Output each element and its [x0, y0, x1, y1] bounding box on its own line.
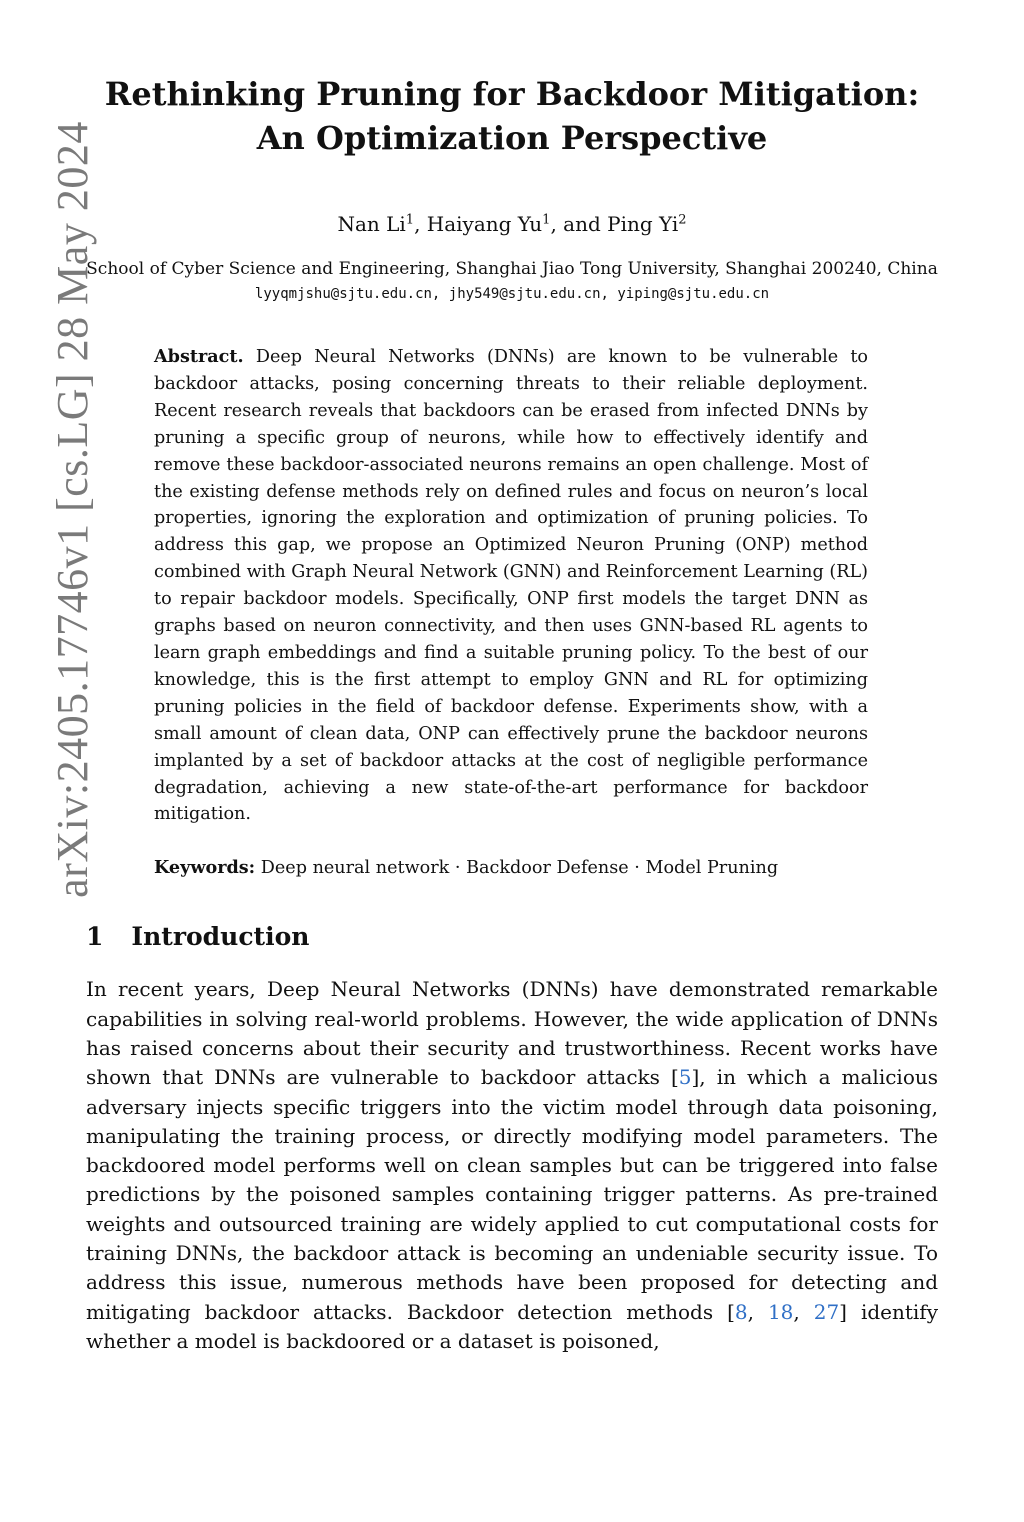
keywords-label: Keywords:	[154, 857, 256, 879]
author-separator: , and	[550, 212, 608, 236]
author-name: Ping Yi	[607, 212, 679, 236]
abstract-text: Deep Neural Networks (DNNs) are known to be vulnerable to backdoor attacks, posing concerning threats to their reliable deployment. Recent research reveals that backdoors can be erased from infected DNNs by pruning a specific group of neurons, while how to effectively identify and remove these backdoor-associated neurons remains an open challenge. Most of the existing defense methods rely on defined rules and focus on neuron’s local properties, ignoring the exploration and optimization of pruning policies. To address this gap, we propose an Optimized Neuron Pruning (ONP) method combined with Graph Neural Network (GNN) and Reinforcement Learning (RL) to repair backdoor models. Specifically, ONP first models the target DNN as graphs based on neuron connectivity, and then uses GNN-based RL agents to learn graph embeddings and find a suitable pruning policy. To the best of our knowledge, this is the first attempt to employ GNN and RL for optimizing pruning policies in the field of backdoor defense. Experiments show, with a small amount of clean data, ONP can effectively prune the backdoor neurons implanted by a set of backdoor attacks at the cost of negligible performance degradation, achieving a new state-of-the-art performance for backdoor mitigation.	[154, 347, 869, 825]
paper-page	[86, 72, 938, 1356]
author-separator: ,	[414, 212, 427, 236]
keywords	[154, 854, 868, 882]
citation-link[interactable]: 5	[678, 1065, 692, 1090]
citation-separator: ,	[793, 1299, 814, 1324]
author-affiliation-mark: 2	[678, 212, 687, 228]
abstract-label: Abstract.	[154, 346, 244, 367]
paper-title: Rethinking Pruning for Backdoor Mitigation: An Optimization Perspective	[104, 75, 920, 157]
author-affiliation-mark: 1	[542, 212, 551, 228]
intro-text: In recent years, Deep Neural Networks (DNNs) have demonstrated remarkable capabilities in solving real-world problems. However, the wide application of DNNs has raised concerns about their security and trustworthiness. Recent works have shown that DNNs are vulnerable to backdoor attacks [	[86, 977, 938, 1090]
intro-text: ] identify whether a model is backdoored or a dataset is poisoned,	[86, 1299, 938, 1353]
keywords-text: Deep neural network · Backdoor Defense · Model Pruning	[260, 858, 779, 879]
author-list	[86, 212, 938, 236]
section-heading	[86, 922, 938, 951]
arxiv-identifier: arXiv:2405.17746v1 [cs.LG] 28 May 2024	[47, 120, 97, 898]
author-name: Nan Li	[337, 212, 406, 236]
author-emails: lyyqmjshu@sjtu.edu.cn, jhy549@sjtu.edu.cn, yiping@sjtu.edu.cn	[254, 286, 770, 302]
citation-link[interactable]: 27	[813, 1299, 840, 1324]
abstract	[154, 344, 868, 828]
author-affiliation-mark: 1	[405, 212, 415, 228]
citation-separator: ,	[747, 1299, 768, 1324]
intro-text: ], in which a malicious adversary injects specific triggers into the victim model through data poisoning, manipulating the training process, or directly modifying model parameters. The backdoored model performs well on clean samples but can be triggered into false predictions by the poisoned samples containing trigger patterns. As pre-trained weights and outsourced training are widely applied to cut computational costs for training DNNs, the backdoor attack is becoming an undeniable security issue. To address this issue, numerous methods have been proposed for detecting and mitigating backdoor attacks. Backdoor detection methods [	[86, 1065, 938, 1324]
intro-paragraph	[86, 975, 938, 1356]
citation-link[interactable]: 18	[767, 1299, 794, 1324]
section-number: 1	[86, 922, 104, 952]
citation-link[interactable]: 8	[734, 1299, 748, 1324]
section-title: Introduction	[131, 922, 310, 952]
author-name: Haiyang Yu	[426, 212, 543, 236]
affiliation: School of Cyber Science and Engineering, Shanghai Jiao Tong University, Shanghai 200240, China	[86, 259, 938, 279]
